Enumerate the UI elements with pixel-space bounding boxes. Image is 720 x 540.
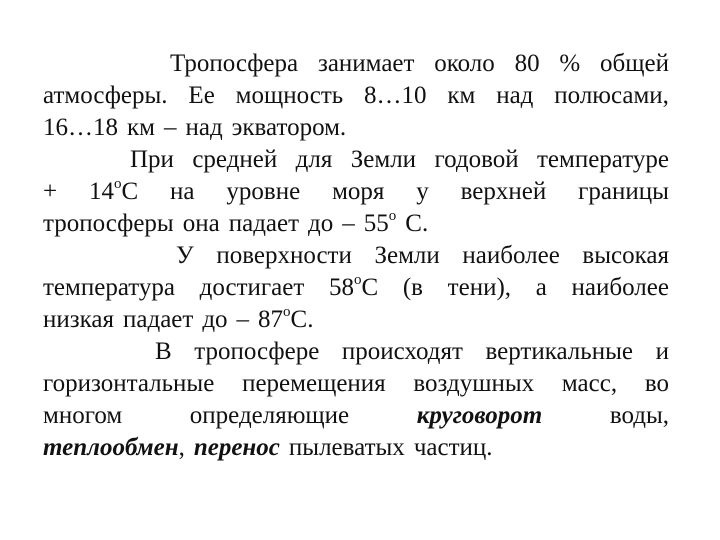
word: – bbox=[342, 210, 355, 237]
text-line bbox=[43, 112, 669, 144]
word: мощность bbox=[235, 82, 344, 109]
word: экватором. bbox=[231, 114, 347, 141]
word: средней bbox=[192, 146, 278, 173]
word: 14$^o$С bbox=[88, 175, 139, 205]
word: 58$^o$С bbox=[328, 271, 379, 301]
word: до bbox=[202, 306, 228, 333]
word: тропосферы bbox=[43, 210, 174, 237]
word: частиц. bbox=[413, 434, 493, 461]
word: атмосферы. bbox=[43, 82, 168, 109]
text-line bbox=[43, 272, 669, 304]
text-line bbox=[43, 336, 669, 368]
word: Земли bbox=[350, 146, 417, 173]
word: у bbox=[416, 178, 429, 205]
word: Земли bbox=[374, 242, 440, 269]
word: км bbox=[447, 82, 476, 109]
word: тропосфере bbox=[194, 338, 320, 365]
word: и bbox=[655, 338, 669, 365]
text-line bbox=[43, 48, 669, 80]
word: км bbox=[127, 114, 155, 141]
word: над bbox=[185, 114, 223, 141]
word: воздушных bbox=[413, 370, 535, 397]
word: падает bbox=[123, 306, 194, 333]
word: до bbox=[308, 210, 334, 237]
word: перемещения bbox=[242, 370, 386, 397]
word: многом bbox=[43, 402, 123, 429]
word: общей bbox=[600, 50, 669, 77]
word: температура bbox=[43, 274, 175, 301]
paragraph bbox=[43, 336, 669, 464]
emphasized-word: теплообмен, bbox=[43, 434, 185, 461]
word: наиболее bbox=[462, 242, 560, 269]
word: У bbox=[176, 242, 194, 269]
text-line bbox=[43, 304, 669, 336]
word: (в bbox=[402, 274, 423, 301]
word: происходят bbox=[341, 338, 463, 365]
paragraph bbox=[43, 240, 669, 336]
paragraph bbox=[43, 144, 669, 240]
word: верхней bbox=[460, 178, 547, 205]
word: При bbox=[130, 146, 174, 173]
text-line bbox=[43, 368, 669, 400]
text-line bbox=[43, 208, 669, 240]
paragraph bbox=[43, 48, 669, 144]
word: – bbox=[163, 114, 177, 141]
word: С. bbox=[405, 210, 429, 237]
word: для bbox=[295, 146, 333, 173]
word: тени), bbox=[447, 274, 512, 301]
word: 16…18 bbox=[43, 114, 118, 141]
word: масс, bbox=[561, 370, 618, 397]
word: 87$^o$С. bbox=[258, 303, 314, 333]
word: определяющие bbox=[189, 402, 350, 429]
word: В bbox=[155, 338, 172, 365]
word: + bbox=[43, 178, 58, 205]
word: низкая bbox=[43, 306, 114, 333]
word: горизонтальные bbox=[43, 370, 215, 397]
emphasized-word: круговорот bbox=[416, 402, 543, 429]
word: 8…10 bbox=[364, 82, 427, 109]
word: она bbox=[182, 210, 220, 237]
word: уровне bbox=[226, 178, 301, 205]
word: моря bbox=[332, 178, 385, 205]
word: наиболее bbox=[571, 274, 669, 301]
word: 80 bbox=[514, 50, 540, 77]
word: поверхности bbox=[216, 242, 352, 269]
word: падает bbox=[228, 210, 300, 237]
word: Ее bbox=[188, 82, 215, 109]
word: воды, bbox=[609, 402, 669, 429]
word: на bbox=[170, 178, 195, 205]
word: пылеватых bbox=[288, 434, 405, 461]
text-line bbox=[43, 240, 669, 272]
word: Тропосфера bbox=[170, 50, 299, 77]
word: годовой bbox=[434, 146, 519, 173]
word: во bbox=[644, 370, 669, 397]
text-line bbox=[43, 80, 669, 112]
emphasized-word: перенос bbox=[193, 434, 280, 461]
text-line bbox=[43, 144, 669, 176]
word: – bbox=[236, 306, 250, 333]
text-line bbox=[43, 432, 669, 464]
word: 55$^o$ bbox=[363, 207, 397, 237]
word: около bbox=[434, 50, 495, 77]
word: температуре bbox=[536, 146, 669, 173]
body-text bbox=[43, 48, 669, 464]
word: вертикальные bbox=[485, 338, 633, 365]
word: границы bbox=[578, 178, 669, 205]
word: высокая bbox=[582, 242, 669, 269]
text-line bbox=[43, 176, 669, 208]
word: занимает bbox=[317, 50, 415, 77]
word: над bbox=[496, 82, 534, 109]
word: % bbox=[559, 50, 581, 77]
text-line bbox=[43, 400, 669, 432]
word: полюсами, bbox=[554, 82, 669, 109]
word: достигает bbox=[199, 274, 305, 301]
word: а bbox=[535, 274, 547, 301]
